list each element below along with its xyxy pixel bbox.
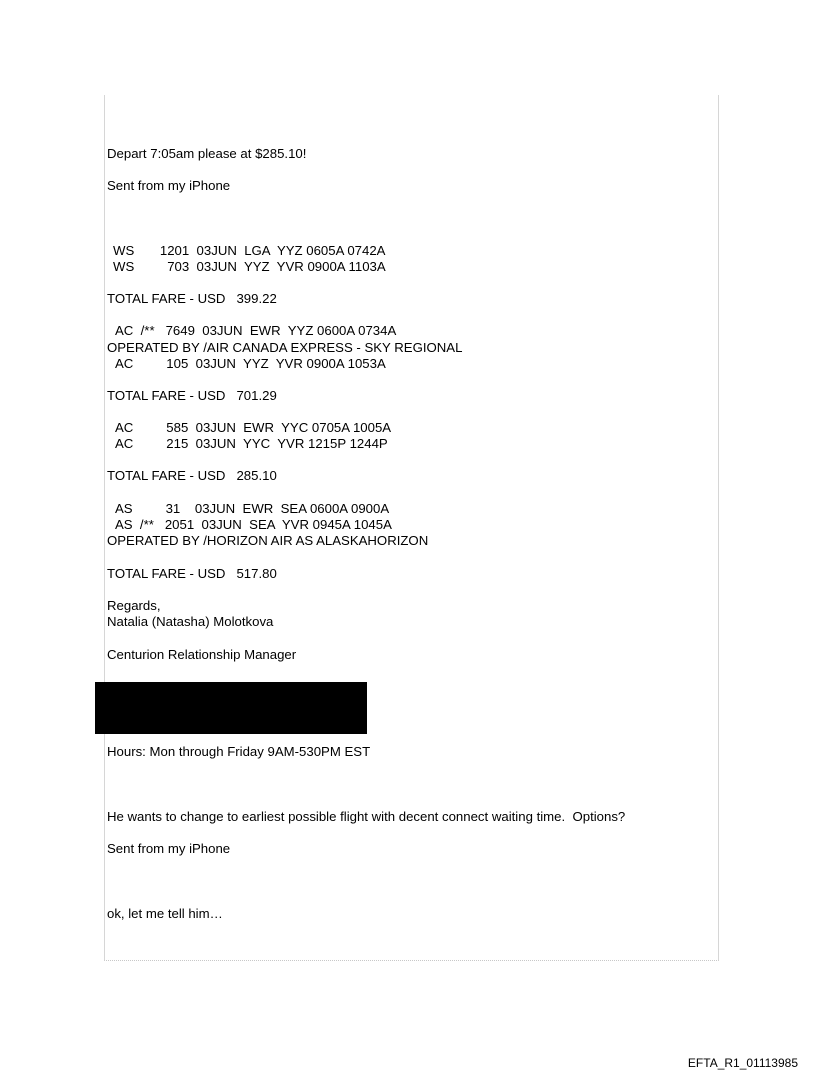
flight-segment: AS /** 2051 03JUN SEA YVR 0945A 1045A: [115, 517, 392, 532]
operated-by-note: OPERATED BY /AIR CANADA EXPRESS - SKY REGIONAL: [107, 340, 463, 355]
original-request-message: He wants to change to earliest possible flight with decent connect waiting time. Options?: [107, 809, 626, 824]
total-fare: TOTAL FARE - USD 399.22: [107, 291, 277, 306]
reply-signature: Sent from my iPhone: [107, 178, 231, 193]
flight-segment: WS 703 03JUN YYZ YVR 0900A 1103A: [113, 259, 386, 274]
bates-number: EFTA_R1_01113985: [687, 1056, 798, 1070]
flight-segment: AC /** 7649 03JUN EWR YYZ 0600A 0734A: [115, 323, 397, 338]
total-fare: TOTAL FARE - USD 701.29: [107, 388, 277, 403]
flight-segment: AC 105 03JUN YYZ YVR 0900A 1053A: [115, 356, 386, 371]
operated-by-note: OPERATED BY /HORIZON AIR AS ALASKAHORIZON: [107, 533, 429, 548]
total-fare: TOTAL FARE - USD 285.10: [107, 468, 277, 483]
reply-message: ok, let me tell him…: [107, 906, 223, 921]
sender-title: Centurion Relationship Manager: [107, 647, 297, 662]
flight-segment: AC 585 03JUN EWR YYC 0705A 1005A: [115, 420, 392, 435]
flight-segment: AS 31 03JUN EWR SEA 0600A 0900A: [115, 501, 390, 516]
redaction-block: [95, 682, 367, 734]
sender-name: Natalia (Natasha) Molotkova: [107, 614, 274, 629]
total-fare: TOTAL FARE - USD 517.80: [107, 566, 277, 581]
reply-message: Depart 7:05am please at $285.10!: [107, 146, 307, 161]
flight-segment: WS 1201 03JUN LGA YYZ 0605A 0742A: [113, 243, 386, 258]
original-request-signature: Sent from my iPhone: [107, 841, 231, 856]
flight-segment: AC 215 03JUN YYC YVR 1215P 1244P: [115, 436, 388, 451]
closing-regards: Regards,: [107, 598, 161, 613]
business-hours: Hours: Mon through Friday 9AM-530PM EST: [107, 744, 371, 759]
